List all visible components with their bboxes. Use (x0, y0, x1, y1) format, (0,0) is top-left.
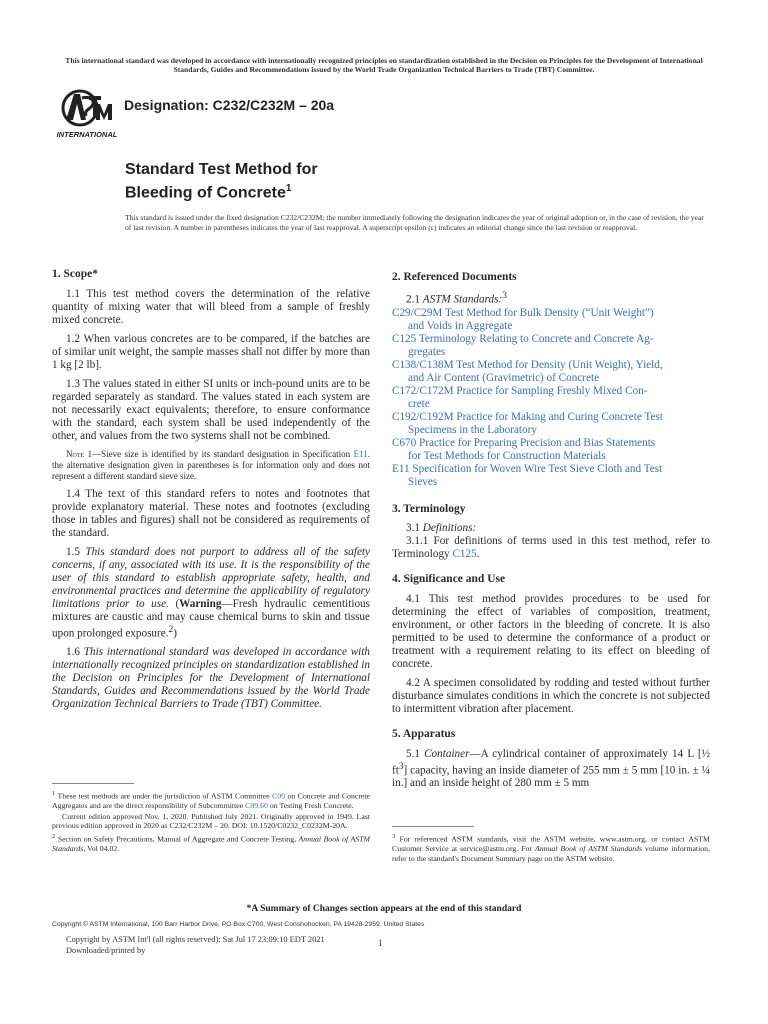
download-stamp (66, 934, 325, 956)
reference-title[interactable]: Terminology Relating to Concrete and Concrete Ag- (416, 332, 654, 345)
reference-code-link[interactable]: E11 (392, 462, 410, 475)
reference-title[interactable]: Practice for Preparing Precision and Bias Statements (416, 436, 656, 449)
international-standard-notice: This international standard was developed in accordance with internationally recognized principles on standardization established in the Decision on Principles for the Development of International Standards, Guides and Recommendations issued by the World Trade Organization Technical Barriers to Trade (TBT) Committee. (65, 56, 703, 74)
link-e11[interactable]: E11 (353, 449, 368, 459)
apparatus-heading: 5. Apparatus (392, 727, 456, 740)
para-3-1: 3.1 Definitions: (406, 521, 477, 534)
title-line-1: Standard Test Method for (125, 161, 318, 178)
para-1-2: 1.2 When various concretes are to be compared, if the batches are of similar unit weight, the sample masses shall not differ by more than 1 kg [2 lb]. (52, 333, 370, 371)
title-line-2: Bleeding of Concrete (125, 184, 286, 202)
terminology-heading: 3. Terminology (392, 502, 466, 515)
reference-code-link[interactable]: C125 (392, 332, 417, 345)
astm-standards-label: 2.1 ASTM Standards:$^3$ (406, 291, 507, 306)
footnote-divider-right (392, 826, 474, 827)
para-3-1-1: 3.1.1 For definitions of terms used in this test method, refer to Terminology C125. (392, 534, 710, 560)
reference-item (392, 437, 710, 463)
reference-item (392, 463, 710, 489)
reference-title[interactable]: Practice for Sampling Freshly Mixed Con- (453, 384, 648, 397)
left-column (52, 268, 370, 711)
para-1-5: 1.5 This standard does not purport to address all of the safety concerns, if any, associated with its use. It is the responsibility of the user of this standard to establish appropriate safety, health, and environmental practices and determine the applicability of regulatory limitations prior to use. (Warning—Fresh hydraulic cementitious mixtures are caustic and may cause chemical burns to skin and tissue upon prolonged exposure.$^2$) (52, 546, 371, 640)
link-c09-60[interactable]: C09.60 (245, 801, 268, 811)
footnote-1-edition: Current edition approved Nov. 1, 2020. Published July 2021. Originally approved in 1949. Last previous edition approved in 2020 as C232/C232M – 20. DOI: 10.1520/C0232_C0232M-20A. (52, 811, 370, 831)
designation: Designation: C232/C232M – 20a (124, 97, 335, 113)
footnote-1: $^1$ These test methods are under the jurisdiction of ASTM Committee C09 on Concrete and Concrete Aggregates and are the direct responsibility of Subcommittee C09.60 on Testing Fresh Concrete. (52, 790, 370, 811)
reference-title[interactable]: Test Method for Density (Unit Weight), Yield, (453, 358, 663, 371)
astm-logo-icon (56, 86, 118, 142)
significance-heading: 4. Significance and Use (392, 572, 506, 585)
para-1-4: 1.4 The text of this standard refers to notes and footnotes that provide explanatory material. These notes and footnotes (excluding those in tables and figures) shall not be considered as requirements of the standard. (52, 488, 370, 539)
copyright-line: Copyright © ASTM International, 100 Barr Harbor Drive, PO Box C700, West Conshohocken, PA 19428-2959. United States (52, 921, 425, 928)
summary-of-changes-note: *A Summary of Changes section appears at the end of this standard (246, 904, 522, 914)
document-title (125, 160, 318, 202)
reference-title[interactable]: Practice for Making and Curing Concrete Test (453, 410, 663, 423)
reference-item (392, 307, 710, 333)
warning-label: Warning (179, 598, 222, 610)
para-1-1: 1.1 This test method covers the determination of the relative quantity of mixing water that will bleed from a sample of freshly mixed concrete. (52, 288, 370, 326)
reference-title-continued[interactable]: Sieves (408, 475, 438, 488)
page-number: 1 (378, 938, 383, 948)
reference-code-link[interactable]: C29/C29M (392, 306, 443, 319)
scope-heading: 1. Scope* (52, 268, 98, 280)
reference-code-link[interactable]: C172/C172M (392, 384, 454, 397)
footnote-3: $^3$ For referenced ASTM standards, visit the ASTM website, www.astm.org, or contact ASTM Customer Service at service@astm.org. For Annual Book of ASTM Standards volume information, refer to the standard's Document Summary page on the ASTM website. (392, 833, 710, 863)
reference-code-link[interactable]: C138/C138M (392, 358, 454, 371)
referenced-documents-heading: 2. Referenced Documents (392, 271, 517, 283)
reference-title-continued[interactable]: for Test Methods for Construction Materials (408, 449, 606, 462)
referenced-standards-list (392, 307, 710, 489)
logo-text: INTERNATIONAL (56, 130, 118, 139)
para-1-3: 1.3 The values stated in either SI units or inch-pound units are to be regarded separately as standard. The values stated in each system are not necessarily exact equivalents; therefore, to ensure conformance with the standard, each system shall be used independently of the other, and values from the two systems shall not be combined. (52, 378, 370, 442)
issuance-statement: This standard is issued under the fixed designation C232/C232M; the number immediately following the designation indicates the year of original adoption or, in the case of revision, the year of last revision. A number in parentheses indicates the year of last reapproval. A superscript epsilon (ε) indicates an editorial change since the last revision or reapproval. (125, 213, 704, 232)
title-footnote-marker: 1 (285, 183, 292, 194)
para-5-1: 5.1 Container—A cylindrical container of approximately 14 L [½ $ft^3$] capacity, having an inside diameter of 255 mm ± 5 mm [10 in. ± ¼ in.] and an inside height of 280 mm ± 5 mm (392, 747, 710, 790)
link-c09[interactable]: C09 (272, 791, 286, 801)
download-stamp-line-1: Copyright by ASTM Int'l (all rights reserved); Sat Jul 17 23:09:10 EDT 2021 (66, 935, 325, 944)
right-column (392, 271, 710, 790)
reference-title[interactable]: Specification for Woven Wire Test Sieve Cloth and Test (409, 462, 663, 475)
reference-code-link[interactable]: C670 (392, 436, 417, 449)
reference-item (392, 385, 710, 411)
note-1: Note 1—Sieve size is identified by its standard designation in Specification E11. the alternative designation given in parentheses is for information only and does not represent a different standard sieve size. (52, 449, 370, 481)
reference-code-link[interactable]: C192/C192M (392, 410, 454, 423)
reference-title-continued[interactable]: crete (408, 397, 430, 410)
para-4-1: 4.1 This test method provides procedures to be used for determining the effect of variables of composition, treatment, environment, or other factors in the bleeding of concrete. It is also permitted to be used to determine the conformance of a product or treatment with a requirement relating to its effect on bleeding of concrete. (392, 592, 710, 670)
footnote-2: $^2$ Section on Safety Precautions, Manual of Aggregate and Concrete Testing, Annual Book of ASTM Standards, Vol 04.02. (52, 832, 370, 853)
para-1-6: 1.6 This international standard was developed in accordance with internationally recognized principles on standardization established in the Decision on Principles for the Development of International Standards, Guides and Recommendations issued by the World Trade Organization Technical Barriers to Trade (TBT) Committee. (52, 645, 370, 710)
reference-title-continued[interactable]: gregates (408, 345, 446, 358)
reference-item (392, 333, 710, 359)
link-c125-terminology[interactable]: C125 (452, 547, 477, 560)
reference-title[interactable]: Test Method for Bulk Density (“Unit Weight”) (442, 306, 654, 319)
footnotes-right (392, 832, 710, 863)
reference-title-continued[interactable]: and Air Content (Gravimetric) of Concrete (408, 371, 600, 384)
reference-item (392, 359, 710, 385)
footnotes-left (52, 789, 370, 853)
footnote-divider-left (52, 783, 134, 784)
reference-title-continued[interactable]: Specimens in the Laboratory (408, 423, 537, 436)
reference-title-continued[interactable]: and Voids in Aggregate (408, 319, 513, 332)
download-stamp-line-2: Downloaded/printed by (66, 946, 146, 955)
astm-logo (56, 86, 118, 142)
reference-item (392, 411, 710, 437)
para-4-2: 4.2 A specimen consolidated by rodding and tested without further disturbance simulates conditions in which the concrete is not subjected to intermittent vibration after placement. (392, 676, 710, 715)
note-1-label: Note 1 (66, 449, 93, 459)
